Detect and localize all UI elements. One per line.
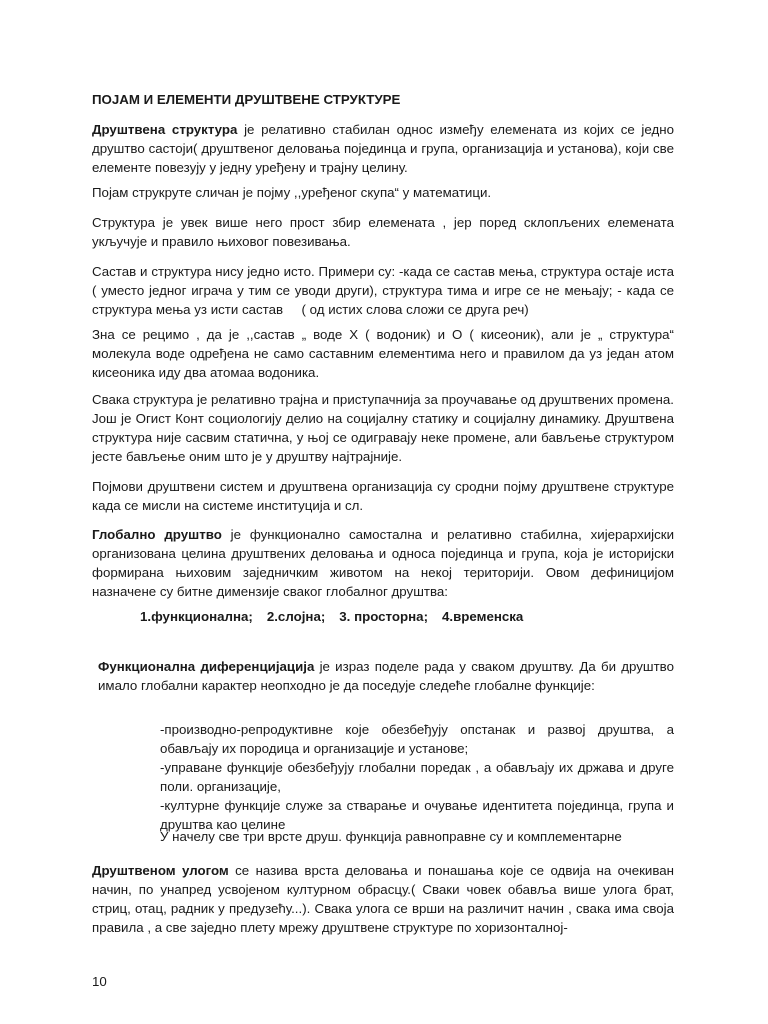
dimension-item: 4.временска	[442, 609, 524, 624]
paragraph-global-society	[92, 525, 674, 601]
term-functional-differentiation: Функционална диференцијација	[98, 659, 315, 674]
paragraph-social-role	[92, 861, 674, 937]
paragraph-system-organization: Појмови друштвени систем и друштвена организација су сродни појму друштвене структуре када се мисли на системе институција и сл.	[92, 479, 674, 513]
page-title: ПОЈАМ И ЕЛЕМЕНТИ ДРУШТВЕНЕ СТРУКТУРЕ	[92, 92, 401, 107]
paragraph-functional-differentiation	[98, 657, 674, 695]
paragraph-text: је релативно стабилан однос између елемената из којих се једно друштво састоји( друштвеног деловања појединца и група, организација и установа), који све елементе повезују у једну уређену и трајну целину.	[92, 122, 674, 175]
paragraph-social-structure	[92, 120, 674, 177]
paragraph-text: је функционално самостална и релативно стабилна, хијерархијски организована целина друштвених деловања и односа појединца и група, која је историјски формирана њиховим заједничким животом на некој територији. Овом дефиницијом назначене су битне димензије сваког глобалног друштва:	[92, 527, 674, 599]
function-summary: У начелу све три врсте друш. функција равноправне су и комплементарне	[160, 829, 622, 844]
paragraph-structure-concept: Појам струкруте сличан је појму ,,уређеног скупа“ у математици.	[92, 185, 492, 200]
paragraph-text: је израз поделе рада у сваком друштву. Да би друштво имало глобални карактер неопходно је да поседује следеће глобалне функције:	[98, 659, 674, 693]
dimensions-list	[140, 607, 537, 626]
paragraph-water-example: Зна се рецимо , да је ,,састав „ воде Х ( водоник) и О ( кисеоник), али је „ структура“ молекула воде одређена не само саставним елементима него и правилом да уз један атом кисеоника иду два атомаа водоника.	[92, 327, 674, 380]
dimension-item: 2.слојна;	[266, 609, 326, 624]
function-item-governance: -управане функције обезбеђују глобални поредак , а обављају их држава и друге поли. организације,	[160, 760, 674, 794]
paragraph-structure-sum: Структура је увек више него прост збир елемената , јер поред склопљених елемената укључује и правило њиховог повезивања.	[92, 215, 674, 249]
dimension-item: 3. просторна;	[339, 609, 428, 624]
term-social-role: Друштвеном улогом	[92, 863, 229, 878]
paragraph-text: се назива врста деловања и понашања које се одвија на очекиван начин, по унапред усвојеном културном обрасцу.( Сваки човек обавља више улога брат, стриц, отац, радник у предузећу...). Свака улога се врши на различит начин , свака има своја правила , а све заједно плету мрежу друштвене структуре по хоризонталној-	[92, 863, 674, 935]
function-item-culture: -културне функције служе за стварање и очување идентитета појединца, група и друштва као целине	[160, 798, 674, 832]
page-number: 10	[92, 974, 107, 989]
function-item-production: -производно-репродуктивне које обезбеђују опстанак и развој друштва, а обављају их породица и организације и установе;	[160, 722, 674, 756]
dimension-item: 1.функционална;	[140, 609, 253, 624]
paragraph-structure-stability: Свака структура је релативно трајна и приступачнија за проучавање од друштвених промена. Још је Огист Конт социологију делио на социјалну статику и социјалну динамику. Друштвена структура није сасвим статична, у њој се одигравају неке промене, али бављење структуром јесте бављење оним што је у друштву најтрајније.	[92, 392, 674, 464]
term-global-society: Глобално друштво	[92, 527, 222, 542]
term-social-structure: Друштвена структура	[92, 122, 238, 137]
paragraph-composition: Састав и структура нису једно исто. Примери су: -када се састав мења, структура остаје иста ( уместо једног играча у тим се уводи други), структура тима и игре се не мењају; - када се структура мења уз исти састав ( од истих слова сложи се друга реч)	[92, 264, 678, 317]
